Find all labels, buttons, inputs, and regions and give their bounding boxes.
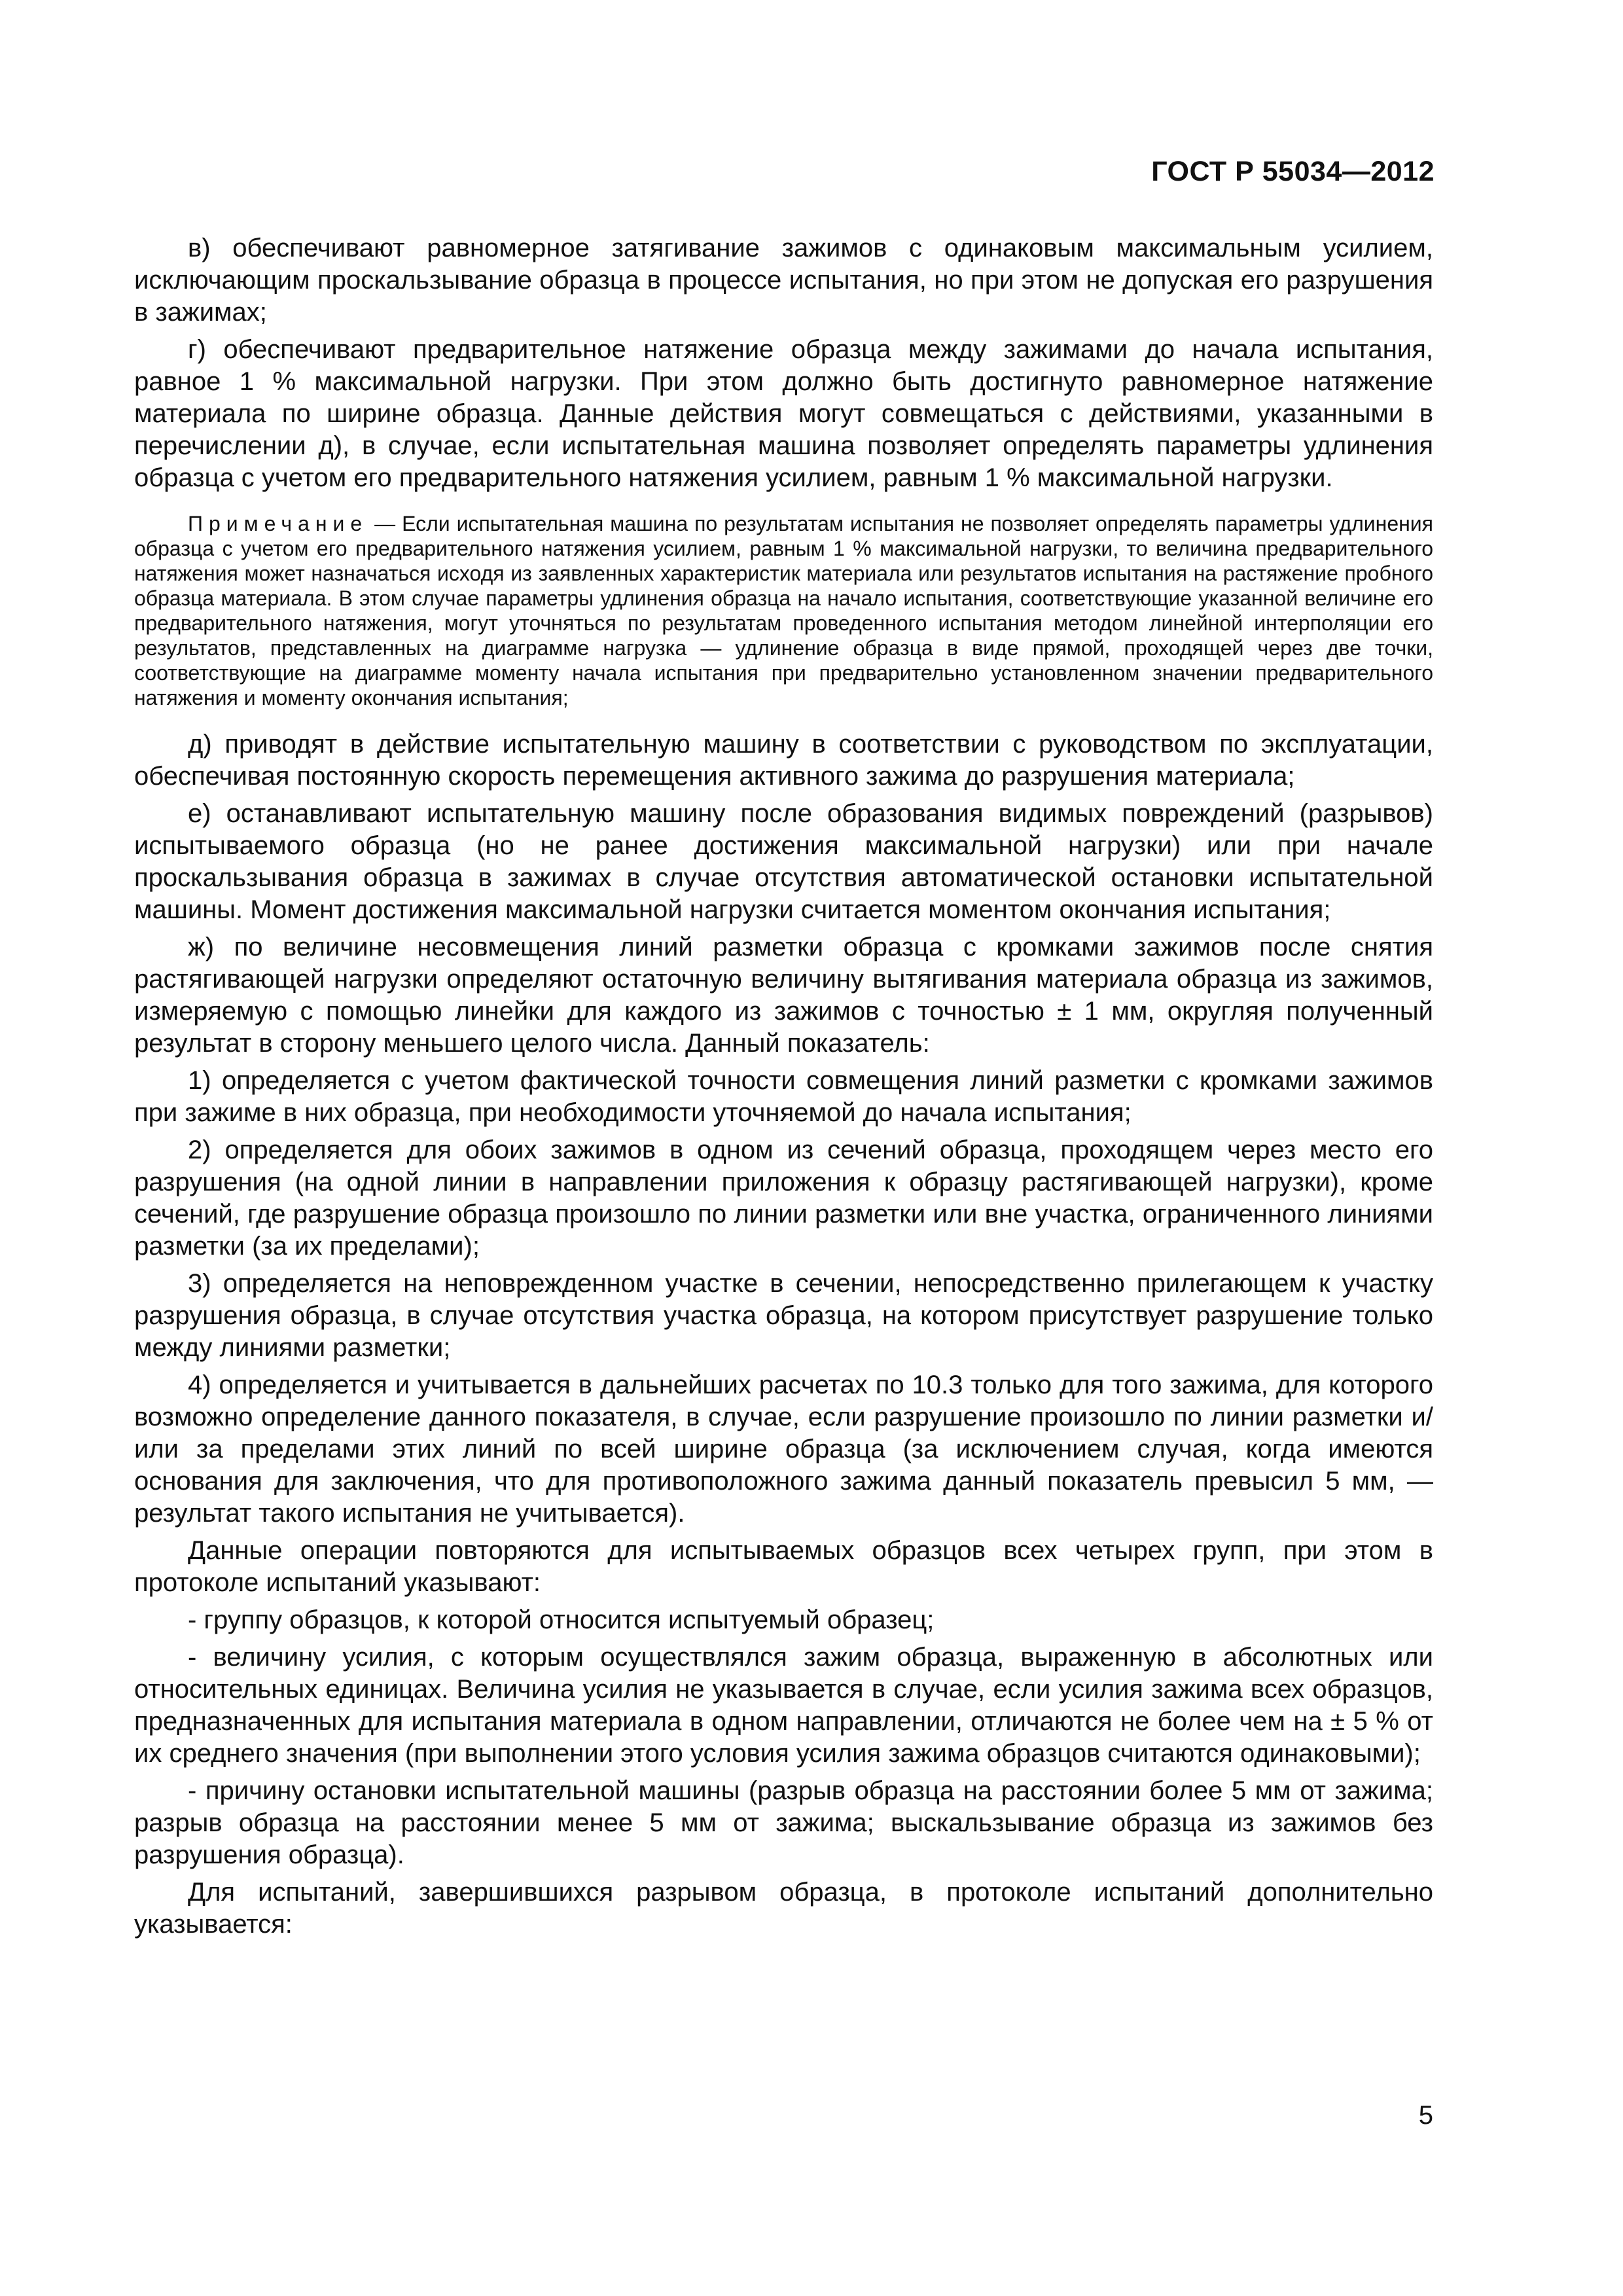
paragraph-e: е) останавливают испытательную машину после образования видимых повреждений (разрывов) испытываемого образца (но не ранее достижения максимальной нагрузки) или при начале проскальзывания образца в зажимах в случае отсутствия автоматической остановки испытательной машины. Момент достижения максимальной нагрузки считается моментом окончания испытания;: [134, 799, 1433, 924]
dash-item-stop-reason: - причину остановки испытательной машины (разрыв образца на расстоянии более 5 мм от зажима; разрыв образца на расстоянии менее 5 мм от зажима; выскальзывание образца из зажимов без разрушения образца).: [134, 1776, 1433, 1869]
list-item-3: 3) определяется на неповрежденном участке в сечении, непосредственно прилегающем к участку разрушения образца, в случае отсутствия участка образца, на котором присутствует разрушение только между линиями разметки;: [134, 1269, 1433, 1362]
document-header: ГОСТ Р 55034—2012: [1151, 156, 1435, 187]
list-item-2: 2) определяется для обоих зажимов в одном из сечений образца, проходящем через место его разрушения (на одной линии в направлении приложения к образцу растягивающей нагрузки), кроме сечений, где разрушение образца произошло по линии разметки или вне участка, ограниченного линиями разметки (за их пределами);: [134, 1136, 1433, 1261]
dash-item-force: - величину усилия, с которым осуществлялся зажим образца, выраженную в абсолютных или относительных единицах. Величина усилия не указывается в случае, если усилия зажима всех образцов, предназначенных для испытания материала в одном направлении, отличаются не более чем на ± 5 % от их среднего значения (при выполнении этого условия усилия зажима образцов считаются одинаковыми);: [134, 1643, 1433, 1768]
list-item-4: 4) определяется и учитывается в дальнейших расчетах по 10.3 только для того зажима, для которого возможно определение данного показателя, в случае, если разрушение произошло по линии разметки и/или за пределами этих линий по всей ширине образца (за исключением случая, когда имеются основания для заключения, что для противоположного зажима данный показатель превысил 5 мм, — результат такого испытания не учитывается).: [134, 1371, 1433, 1528]
list-item-1: 1) определяется с учетом фактической точности совмещения линий разметки с кромками зажимов при зажиме в них образца, при необходимости уточняемой до начала испытания;: [134, 1066, 1433, 1127]
dash-item-group: - группу образцов, к которой относится испытуемый образец;: [188, 1605, 935, 1634]
paragraph-d: д) приводят в действие испытательную машину в соответствии с руководством по эксплуатации, обеспечивая постоянную скорость перемещения активного зажима до разрушения материала;: [134, 730, 1433, 791]
note-block: [134, 511, 1433, 710]
note-text: — Если испытательная машина по результатам испытания не позволяет определять параметры удлинения образца с учетом его предварительного натяжения усилием, равным 1 % максимальной нагрузки, то величина предварительного натяжения может назначаться исходя из заявленных характеристик материала или результатов испытания на растяжение пробного образца материала. В этом случае параметры удлинения образца на начало испытания, соответствующие указанной величине его предварительного натяжения, могут уточняться по результатам проведенного испытания методом линейной интерполяции его результатов, представленных на диаграмме нагрузка — удлинение образца в виде прямой, проходящей через две точки, соответствующие на диаграмме моменту начала испытания при предварительно установленном значении предварительного натяжения и моменту окончания испытания;: [134, 512, 1434, 709]
paragraph-rupture: Для испытаний, завершившихся разрывом образца, в протоколе испытаний дополнительно указывается:: [134, 1878, 1433, 1939]
paragraph-v: в) обеспечивают равномерное затягивание зажимов с одинаковым максимальным усилием, исключающим проскальзывание образца в процессе испытания, но при этом не допуская его разрушения в зажимах;: [134, 234, 1433, 327]
note-label: Примечание: [188, 512, 368, 535]
page-number: 5: [1418, 2101, 1433, 2130]
document-body: [134, 232, 1433, 1946]
paragraph-zh: ж) по величине несовмещения линий разметки образца с кромками зажимов после снятия растягивающей нагрузки определяют остаточную величину вытягивания материала образца из зажимов, измеряемую с помощью линейки для каждого из зажимов с точностью ± 1 мм, округляя полученный результат в сторону меньшего целого числа. Данный показатель:: [134, 933, 1433, 1058]
paragraph-g: г) обеспечивают предварительное натяжение образца между зажимами до начала испытания, равное 1 % максимальной нагрузки. При этом должно быть достигнуто равномерное натяжение материала по ширине образца. Данные действия могут совмещаться с действиями, указанными в перечислении д), в случае, если испытательная машина позволяет определять параметры удлинения образца с учетом его предварительного натяжения усилием, равным 1 % максимальной нагрузки.: [134, 335, 1433, 492]
paragraph-operations: Данные операции повторяются для испытываемых образцов всех четырех групп, при этом в протоколе испытаний указывают:: [134, 1536, 1433, 1597]
